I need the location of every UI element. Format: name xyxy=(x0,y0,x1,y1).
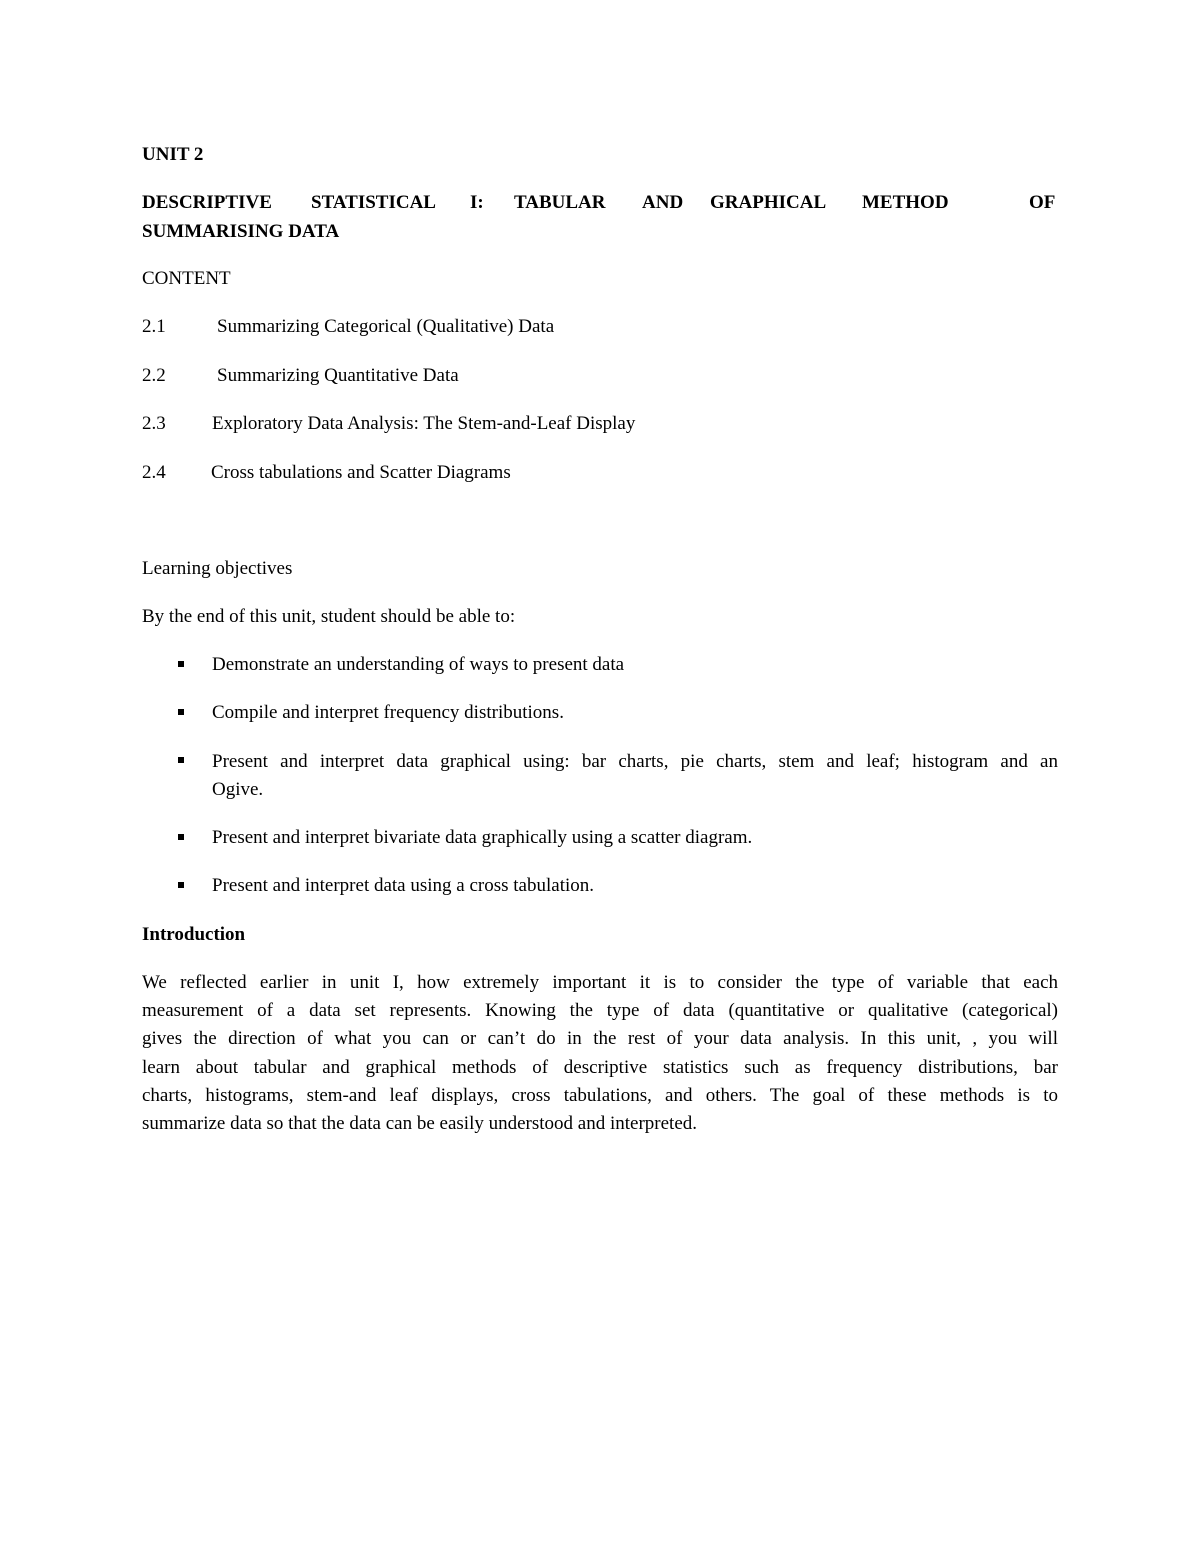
objective-item: Present and interpret data using a cross tabulation. xyxy=(212,875,595,896)
contents-number: 2.2 xyxy=(142,365,166,386)
content-heading: CONTENT xyxy=(142,268,231,289)
bullet-icon xyxy=(178,709,184,715)
objective-item: Compile and interpret frequency distributions. xyxy=(212,702,564,723)
objective-item: Present and interpret data graphical using: bar charts, pie charts, stem and leaf; histogram and an xyxy=(212,751,1058,772)
title-word: TABULAR xyxy=(514,192,606,213)
introduction-line: summarize data so that the data can be easily understood and interpreted. xyxy=(142,1113,698,1134)
title-word: AND xyxy=(642,192,684,213)
introduction-line: charts, histograms, stem-and leaf displays, cross tabulations, and others. The goal of these methods is to xyxy=(142,1085,1058,1106)
contents-number: 2.4 xyxy=(142,462,166,483)
introduction-line: learn about tabular and graphical methods of descriptive statistics such as frequency distributions, bar xyxy=(142,1057,1058,1078)
objectives-intro: By the end of this unit, student should be able to: xyxy=(142,606,516,627)
objective-item: Present and interpret bivariate data graphically using a scatter diagram. xyxy=(212,827,753,848)
title-word: OF xyxy=(1029,192,1056,213)
unit-label: UNIT 2 xyxy=(142,144,204,165)
introduction-heading: Introduction xyxy=(142,924,246,945)
bullet-icon xyxy=(178,757,184,763)
introduction-line: measurement of a data set represents. Knowing the type of data (quantitative or qualitative (categorical) xyxy=(142,1000,1058,1021)
title-word: I: xyxy=(470,192,484,213)
title-line-2: SUMMARISING DATA xyxy=(142,221,340,242)
title-word: DESCRIPTIVE xyxy=(142,192,272,213)
objective-item-continued: Ogive. xyxy=(212,779,264,800)
objective-item: Demonstrate an understanding of ways to present data xyxy=(212,654,625,675)
title-word: METHOD xyxy=(862,192,949,213)
contents-item: Cross tabulations and Scatter Diagrams xyxy=(211,462,511,483)
introduction-line: gives the direction of what you can or can’t do in the rest of your data analysis. In this unit, , you will xyxy=(142,1028,1058,1049)
bullet-icon xyxy=(178,834,184,840)
bullet-icon xyxy=(178,661,184,667)
introduction-line: We reflected earlier in unit I, how extremely important it is to consider the type of variable that each xyxy=(142,972,1058,993)
title-word: GRAPHICAL xyxy=(710,192,827,213)
bullet-icon xyxy=(178,882,184,888)
contents-number: 2.1 xyxy=(142,316,166,337)
contents-item: Summarizing Quantitative Data xyxy=(217,365,459,386)
contents-item: Exploratory Data Analysis: The Stem-and-Leaf Display xyxy=(212,413,636,434)
contents-item: Summarizing Categorical (Qualitative) Data xyxy=(217,316,555,337)
objectives-heading: Learning objectives xyxy=(142,558,293,579)
contents-number: 2.3 xyxy=(142,413,166,434)
title-word: STATISTICAL xyxy=(311,192,436,213)
